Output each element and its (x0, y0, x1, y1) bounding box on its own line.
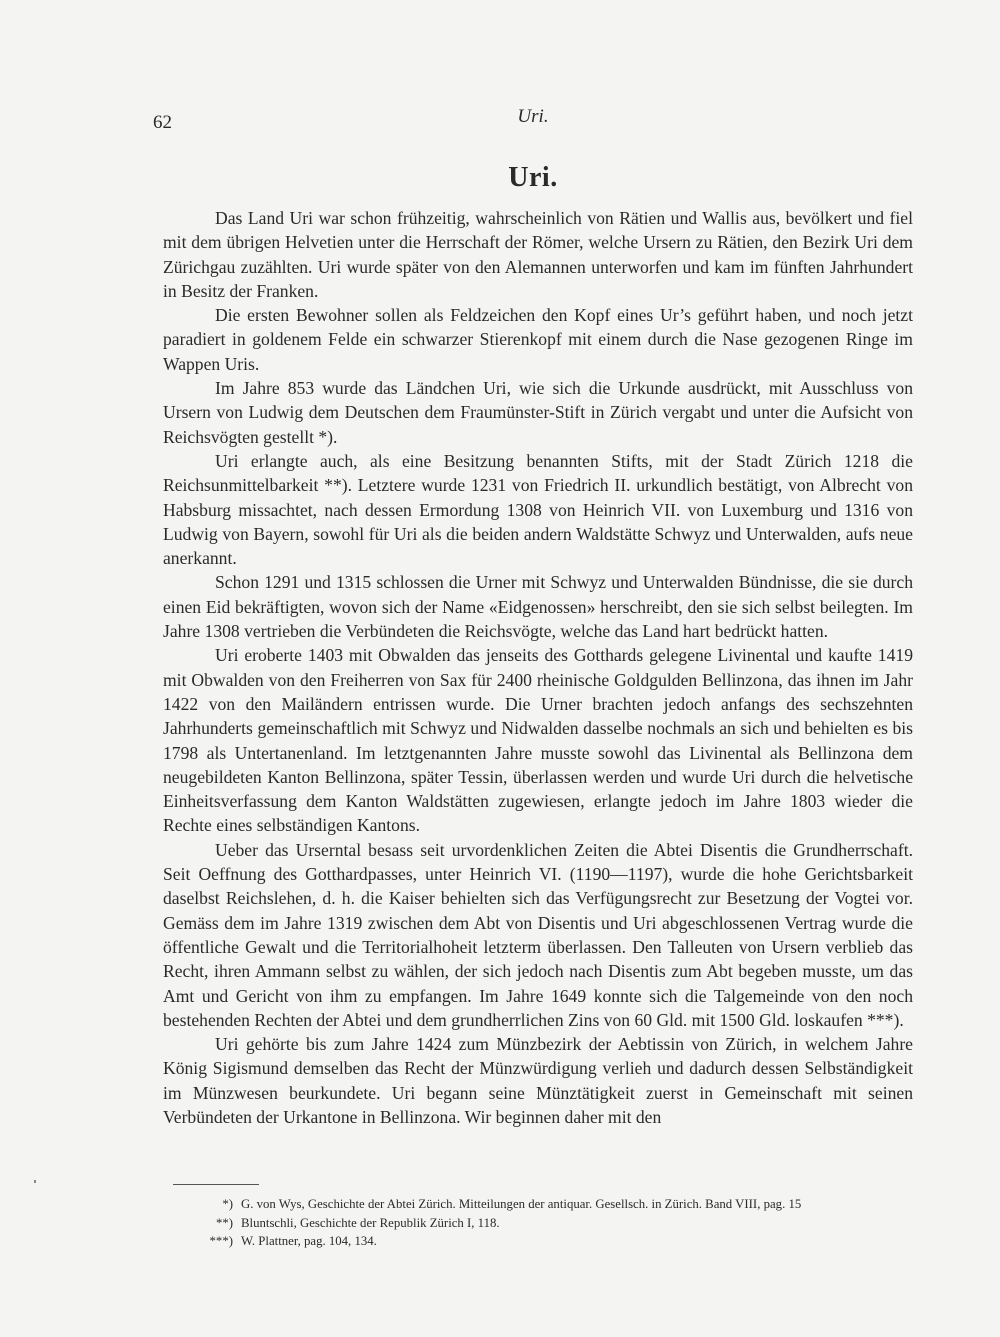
footnote-text: G. von Wys, Geschichte der Abtei Zürich. Mitteilungen der antiquar. Gesellsch. in Zürich. Band VIII, pag. 15 (241, 1197, 802, 1211)
running-title: Uri. (517, 106, 549, 127)
footnote (163, 1232, 923, 1251)
page-number: 62 (153, 112, 172, 133)
section-title: Uri. (508, 162, 558, 193)
footnote-mark: ***) (209, 1234, 233, 1248)
paragraph: Das Land Uri war schon frühzeitig, wahrscheinlich von Rätien und Wallis aus, bevölkert und fiel mit dem übrigen Helvetien unter die Herrschaft der Römer, welche Ursern zu Rätien, den Bezirk Uri dem Zürichgau zuzählten. Uri wurde später von den Alemannen unterworfen und kam im fünften Jahrhundert in Besitz der Franken. (163, 208, 913, 301)
paragraph: Im Jahre 853 wurde das Ländchen Uri, wie sich die Urkunde ausdrückt, mit Ausschluss von Ursern von Ludwig dem Deutschen dem Fraumünster-Stift in Zürich vergabt und unter die Aufsicht von Reichsvögten gestellt *). (163, 378, 913, 447)
footnotes (163, 1195, 923, 1251)
paragraph: Uri gehörte bis zum Jahre 1424 zum Münzbezirk der Aebtissin von Zürich, in welchem Jahre König Sigismund demselben das Recht der Münzwürdigung verlieh und dadurch dessen Selbständigkeit im Münzwesen beurkundete. Uri begann seine Münztätigkeit zuerst in Gemeinschaft mit seinen Verbündeten der Urkantone in Bellinzona. Wir beginnen daher mit den (163, 1034, 913, 1127)
footnote-text: Bluntschli, Geschichte der Republik Zürich I, 118. (241, 1215, 500, 1230)
footnote (163, 1214, 923, 1233)
footnote-divider (173, 1184, 259, 1185)
footnote-text: W. Plattner, pag. 104, 134. (241, 1234, 377, 1248)
body-text (163, 206, 913, 1129)
paragraph: Ueber das Urserntal besass seit urvordenklichen Zeiten die Abtei Disentis die Grundherrschaft. Seit Oeffnung des Gotthardpasses, unter Heinrich VI. (1190—1197), wurde die hohe Gerichtsbarkeit daselbst Reichslehen, d. h. die Kaiser behielten sich das Verfügungsrecht zur Besetzung der Vogtei vor. Gemäss dem im Jahre 1319 zwischen dem Abt von Disentis und Uri abgeschlossenen Vertrag wurde die öffentliche Gewalt und die Territorialhoheit letzterm überlassen. Den Talleuten von Ursern verblieb das Recht, ihren Ammann selbst zu wählen, der sich jedoch nach Disentis zum Abt begeben musste, um das Amt und Gericht von ihm zu empfangen. Im Jahre 1649 konnte sich die Talgemeinde von den noch bestehenden Rechten der Abtei und dem grundherrlichen Zins von 60 Gld. mit 1500 Gld. loskaufen ***). (163, 839, 913, 1030)
footnote (163, 1195, 923, 1214)
paragraph: Die ersten Bewohner sollen als Feldzeichen den Kopf eines Ur’s geführt haben, und noch jetzt paradiert in goldenem Felde ein schwarzer Stierenkopf mit einem durch die Nase gezogenen Ringe im Wappen Uris. (163, 305, 913, 374)
footnote-mark: **) (215, 1215, 233, 1230)
paragraph: Uri eroberte 1403 mit Obwalden das jenseits des Gotthards gelegene Livinental und kaufte 1419 mit Obwalden von den Freiherren von Sax für 2400 rheinische Goldgulden Bellinzona, das ihnen im Jahr 1422 von den Mailändern entrissen wurde. Die Urner brachten jedoch anfangs des sechszehnten Jahrhunderts gemeinschaftlich mit Schwyz und Nidwalden dasselbe nochmals an sich und behielten es bis 1798 als Untertanenland. Im letztgenannten Jahre musste sowohl das Livinental als Bellinzona dem neugebildeten Kanton Bellinzona, später Tessin, überlassen werden und wurde Uri durch die helvetische Einheitsverfassung dem Kanton Waldstätten zugewiesen, erlangte jedoch im Jahre 1803 wieder die Rechte eines selbständigen Kantons. (163, 645, 913, 836)
footnote-mark: *) (222, 1197, 233, 1211)
paper-speck (34, 1180, 36, 1183)
running-header (153, 106, 913, 136)
paragraph: Uri erlangte auch, als eine Besitzung benannten Stifts, mit der Stadt Zürich 1218 die Reichsunmittelbarkeit **). Letztere wurde 1231 von Friedrich II. urkundlich bestätigt, von Albrecht von Habsburg missachtet, nach dessen Ermordung 1308 von Heinrich VII. von Luxemburg und 1316 von Ludwig von Bayern, sowohl für Uri als die beiden andern Waldstätte Schwyz und Unterwalden, aufs neue anerkannt. (163, 450, 913, 569)
paragraph: Schon 1291 und 1315 schlossen die Urner mit Schwyz und Unterwalden Bündnisse, die sie durch einen Eid bekräftigten, wovon sich der Name «Eidgenossen» herschreibt, den sie sich selbst beilegten. Im Jahre 1308 vertrieben die Verbündeten die Reichsvögte, welche das Land hart bedrückt hatten. (163, 572, 913, 642)
